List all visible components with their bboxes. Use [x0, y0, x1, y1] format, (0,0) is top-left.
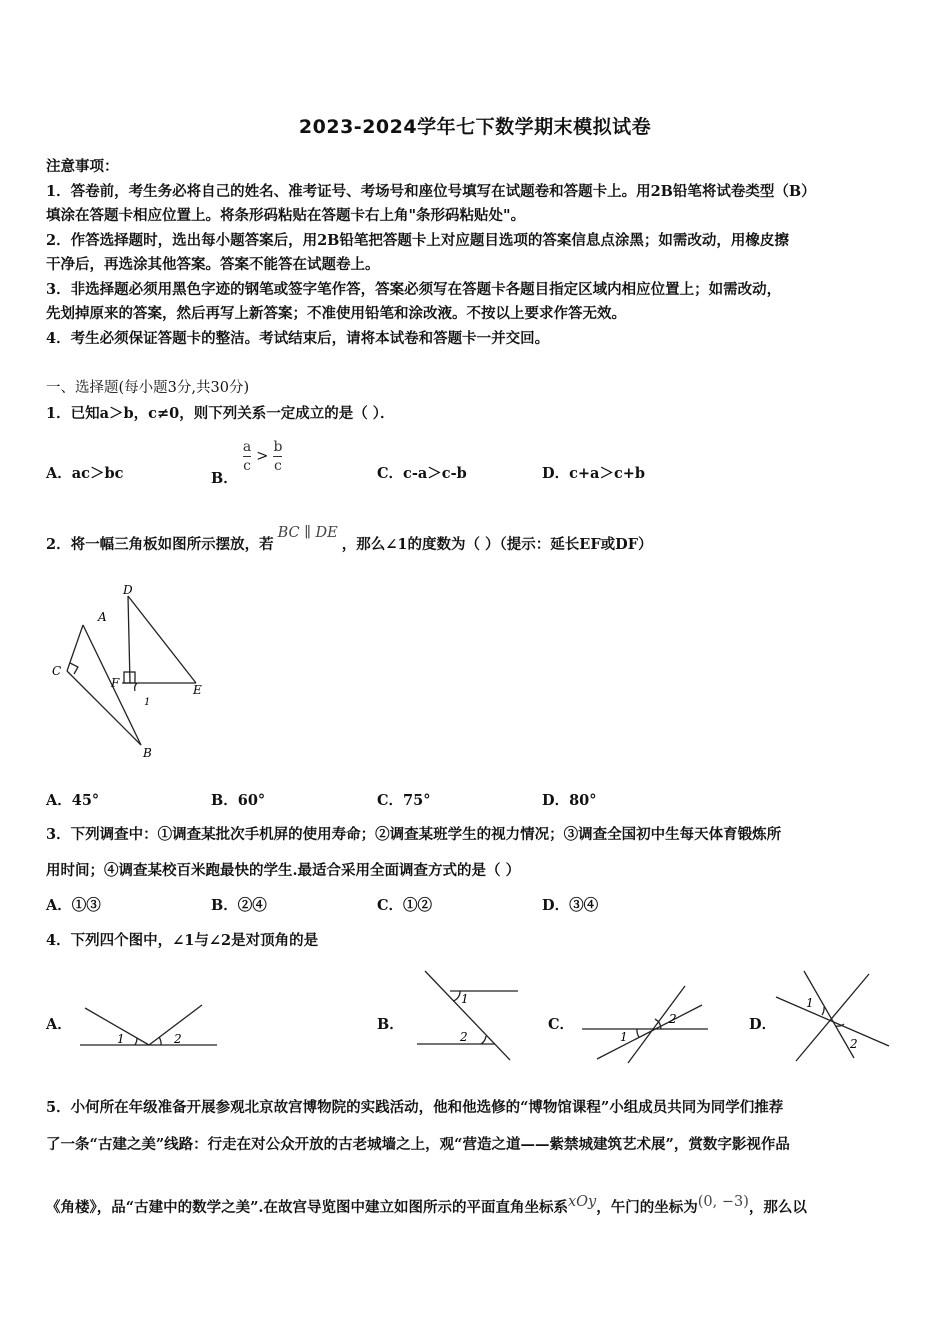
notice-line: 填涂在答题卡相应位置上。将条形码粘贴在答题卡右上角"条形码粘贴处"。: [46, 207, 526, 224]
q2-option-b[interactable]: B．60°: [211, 792, 266, 809]
wumen-coordinate: (0, −3): [697, 1194, 749, 1210]
q3-option-c[interactable]: C．①②: [377, 897, 433, 914]
coordinate-system-label: xOy: [567, 1194, 597, 1210]
notice-line: 2．作答选择题时，选出每小题答案后，用2B铅笔把答题卡上对应题目选项的答案信息点涂黑；如需改动，用橡皮擦: [46, 232, 789, 249]
q5-line1: 5．小何所在年级准备开展参观北京故宫博物院的实践活动，他和他选修的“博物馆课程”小组成员共同为同学们推荐: [46, 1099, 784, 1116]
notice-line: 1．答卷前，考生务必将自己的姓名、准考证号、考场号和座位号填写在试题卷和答题卡上。用2B铅笔将试卷类型（B）: [46, 183, 816, 200]
greater-than-sign: >: [256, 448, 269, 465]
angle-1-label: 1: [620, 1030, 628, 1044]
angle-1-label: 1: [461, 992, 469, 1006]
q1-option-d[interactable]: D．c+a＞c+b: [542, 465, 646, 482]
angle-1-label: 1: [806, 996, 814, 1010]
section-heading: 一、选择题(每小题3分,共30分): [46, 380, 250, 396]
angle-2-label: 2: [460, 1030, 468, 1044]
q1-option-a[interactable]: A．ac＞bc: [46, 465, 124, 482]
notice-line: 3．非选择题必须用黑色字迹的钢笔或签字笔作答，答案必须写在答题卡各题目指定区域内相应位置上；如需改动，: [46, 281, 782, 298]
q2-option-a[interactable]: A．45°: [46, 792, 100, 809]
notice-line: 干净后，再选涂其他答案。答案不能答在试题卷上。: [46, 256, 380, 273]
fraction-b-over-c: $\frac{b}{c}$: [273, 439, 283, 474]
q4-option-a[interactable]: A．: [46, 1016, 72, 1033]
q1-stem: 1．已知a＞b，c≠0，则下列关系一定成立的是（ ）．: [46, 405, 395, 422]
q2-option-c[interactable]: C．75°: [377, 792, 431, 809]
label-e: E: [193, 683, 202, 697]
q3-option-a[interactable]: A．①③: [46, 897, 101, 914]
notice-heading: 注意事项：: [46, 158, 119, 175]
q3-stem-line2: 用时间；④调查某校百米跑最快的学生.最适合采用全面调查方式的是（ ）: [46, 862, 521, 879]
q4-figure-b: [415, 968, 525, 1063]
notice-line: 4．考生必须保证答题卡的整洁。考试结束后，请将本试卷和答题卡一并交回。: [46, 330, 550, 347]
q4-stem: 4．下列四个图中，∠1与∠2是对顶角的是: [46, 932, 319, 949]
page-title: 2023-2024学年七下数学期末模拟试卷: [298, 116, 652, 138]
q5-line3: 《角楼》，品“古建中的数学之美”.在故宫导览图中建立如图所示的平面直角坐标系xOy，午门的坐标为(0, −3)，那么以: [46, 1194, 807, 1216]
q4-option-b[interactable]: B．: [377, 1016, 404, 1033]
notice-line: 先划掉原来的答案，然后再写上新答案；不准使用铅笔和涂改液。不按以上要求作答无效。: [46, 305, 626, 322]
angle-2-label: 2: [850, 1037, 858, 1051]
q5-line2: 了一条“古建之美”线路：行走在对公众开放的古老城墙之上，观“营造之道——紫禁城建筑艺术展”，赏数字影视作品: [46, 1136, 790, 1153]
q2-triangle-figure: [44, 580, 214, 760]
label-f: F: [111, 676, 120, 690]
label-a: A: [98, 610, 107, 624]
label-b: B: [143, 746, 152, 760]
q4-option-d[interactable]: D．: [749, 1016, 777, 1033]
angle-2-label: 2: [669, 1012, 677, 1026]
q3-stem-line1: 3．下列调查中：①调查某批次手机屏的使用寿命；②调查某班学生的视力情况；③调查全国初中生每天体育锻炼所: [46, 826, 782, 843]
label-d: D: [123, 583, 133, 597]
angle-2-label: 2: [174, 1032, 182, 1046]
fraction-a-over-c: $\frac{a}{c}$: [242, 439, 252, 474]
q1-option-c[interactable]: C．c-a＞c-b: [377, 465, 467, 482]
q4-figure-c: [582, 978, 712, 1068]
q4-figure-a: [80, 995, 220, 1050]
q4-option-c[interactable]: C．: [548, 1016, 575, 1033]
label-c: C: [52, 664, 62, 678]
q3-option-b[interactable]: B．②④: [211, 897, 267, 914]
q2-stem: 2．将一幅三角板如图所示摆放，若BC ∥ DE，那么∠1的度数为（ ）（提示：延长EF或DF）: [46, 525, 653, 553]
angle-1-label: 1: [144, 697, 151, 708]
angle-1-label: 1: [117, 1032, 125, 1046]
q3-option-d[interactable]: D．③④: [542, 897, 599, 914]
q2-option-d[interactable]: D．80°: [542, 792, 597, 809]
q1-option-b-label: B．: [211, 469, 238, 487]
q1-option-b[interactable]: [211, 439, 283, 487]
q4-figure-d: [774, 966, 894, 1066]
parallel-expression: BC ∥ DE: [277, 525, 338, 541]
